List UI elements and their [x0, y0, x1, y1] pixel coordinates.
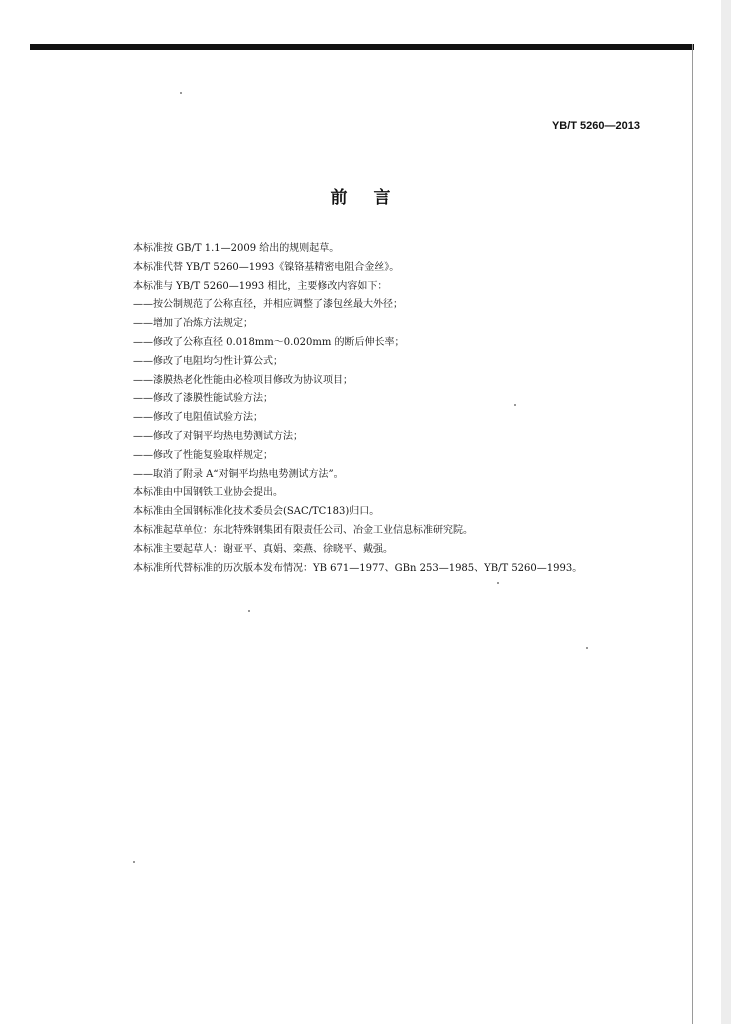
paragraph: 本标准由全国钢标准化技术委员会(SAC/TC183)归口。	[133, 506, 380, 518]
scan-speck	[514, 404, 516, 406]
list-item: ——修改了性能复验取样规定；	[133, 449, 273, 461]
scan-speck	[180, 92, 182, 94]
list-item: ——按公制规范了公称直径，并相应调整了漆包丝最大外径；	[133, 299, 403, 311]
paragraph: 本标准代替 YB/T 5260—1993《镍铬基精密电阻合金丝》。	[133, 261, 400, 273]
scan-speck	[133, 861, 135, 863]
list-item: ——修改了电阻均匀性计算公式；	[133, 355, 283, 367]
standard-code: YB/T 5260—2013	[551, 120, 640, 132]
list-item: ——修改了公称直径 0.018mm～0.020mm 的断后伸长率；	[133, 336, 405, 348]
list-item: ——修改了漆膜性能试验方法；	[133, 393, 273, 405]
page-title: 前言	[330, 188, 417, 208]
paragraph: 本标准由中国钢铁工业协会提出。	[133, 487, 283, 499]
paragraph: 本标准所代替标准的历次版本发布情况：YB 671—1977、GBn 253—1985、YB/T 5260—1993。	[133, 562, 583, 574]
list-item: ——取消了附录 A“对铜平均热电势测试方法”。	[133, 468, 344, 480]
list-item: ——增加了冶炼方法规定；	[133, 318, 253, 330]
scan-margin-strip	[721, 0, 731, 1024]
list-item: ——漆膜热老化性能由必检项目修改为协议项目；	[133, 374, 353, 386]
list-item: ——修改了电阻值试验方法；	[133, 412, 263, 424]
scan-speck	[248, 610, 250, 612]
paragraph: 本标准按 GB/T 1.1—2009 给出的规则起草。	[133, 243, 340, 254]
paragraph: 本标准主要起草人：谢亚平、真娟、栾燕、徐晓平、戴强。	[133, 543, 393, 555]
scan-speck	[497, 582, 499, 584]
list-item: ——修改了对铜平均热电势测试方法；	[133, 430, 303, 442]
scan-speck	[586, 647, 588, 649]
foreword-body	[133, 240, 613, 578]
paragraph: 本标准起草单位：东北特殊钢集团有限责任公司、冶金工业信息标准研究院。	[133, 524, 473, 536]
paragraph: 本标准与 YB/T 5260—1993 相比，主要修改内容如下：	[133, 280, 388, 292]
top-rule	[30, 44, 694, 50]
